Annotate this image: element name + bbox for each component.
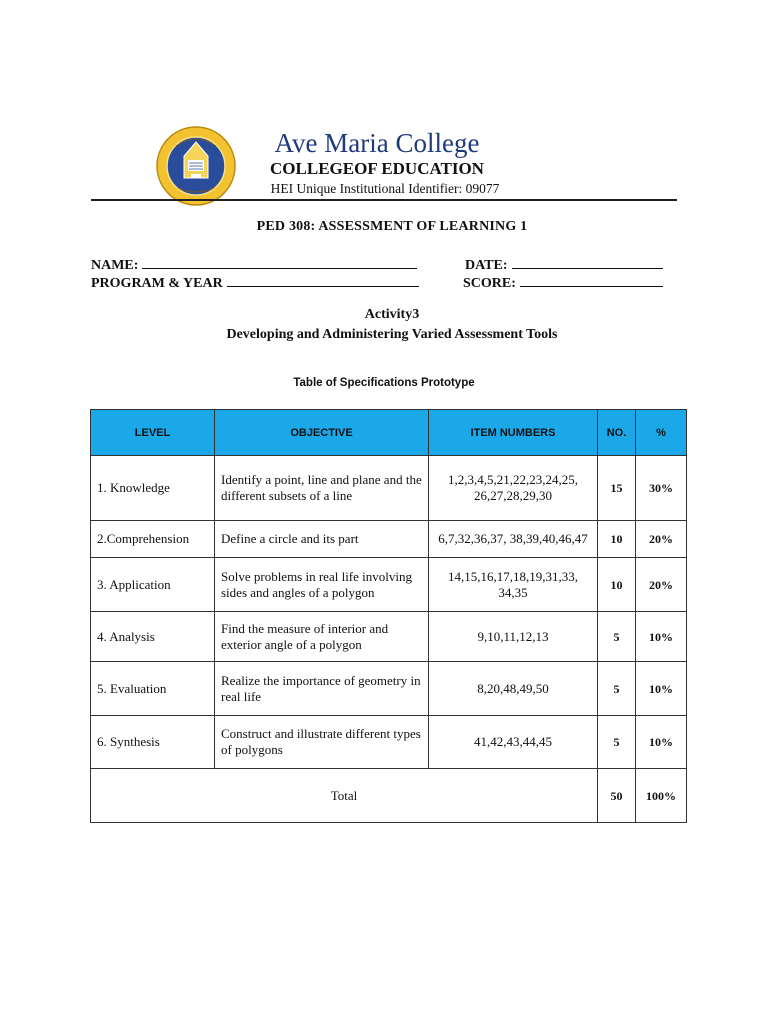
institutional-identifier: HEI Unique Institutional Identifier: 09077 (270, 181, 500, 196)
total-percent: 100% (636, 769, 687, 823)
total-label: Total (91, 769, 598, 823)
program-year-field (91, 273, 419, 293)
header-no: NO. (598, 410, 636, 456)
percent-cell: 30% (636, 456, 687, 521)
score-blank-line[interactable] (520, 273, 663, 287)
objective-cell: Solve problems in real life involving sides and angles of a polygon (215, 558, 429, 612)
item-numbers-cell: 41,42,43,44,45 (429, 716, 598, 769)
no-cell: 10 (598, 521, 636, 558)
course-title: PED 308: ASSESSMENT OF LEARNING 1 (256, 219, 528, 234)
objective-cell: Identify a point, line and plane and the different subsets of a line (215, 456, 429, 521)
total-row (91, 769, 687, 823)
table-row (91, 612, 687, 662)
no-cell: 5 (598, 716, 636, 769)
header-item-numbers: ITEM NUMBERS (429, 410, 598, 456)
program-year-blank-line[interactable] (227, 273, 419, 287)
no-cell: 5 (598, 612, 636, 662)
item-numbers-cell: 6,7,32,36,37, 38,39,40,46,47 (429, 521, 598, 558)
table-row (91, 521, 687, 558)
total-no: 50 (598, 769, 636, 823)
item-numbers-cell: 9,10,11,12,13 (429, 612, 598, 662)
level-cell: 1. Knowledge (91, 456, 215, 521)
header-objective: OBJECTIVE (215, 410, 429, 456)
percent-cell: 20% (636, 558, 687, 612)
activity-subtitle: Developing and Administering Varied Assessment Tools (226, 327, 558, 342)
name-field (91, 255, 417, 275)
level-cell: 3. Application (91, 558, 215, 612)
table-caption: Table of Specifications Prototype (293, 377, 475, 389)
table-header-row (91, 410, 687, 456)
item-numbers-cell: 1,2,3,4,5,21,22,23,24,25, 26,27,28,29,30 (429, 456, 598, 521)
item-numbers-cell: 14,15,16,17,18,19,31,33, 34,35 (429, 558, 598, 612)
date-blank-line[interactable] (512, 255, 663, 269)
no-cell: 10 (598, 558, 636, 612)
objective-cell: Define a circle and its part (215, 521, 429, 558)
table-row (91, 662, 687, 716)
score-field (463, 273, 663, 293)
header-divider (91, 199, 677, 201)
table-row (91, 716, 687, 769)
table-row (91, 558, 687, 612)
level-cell: 2.Comprehension (91, 521, 215, 558)
objective-cell: Realize the importance of geometry in real life (215, 662, 429, 716)
header-level: LEVEL (91, 410, 215, 456)
activity-title: Activity3 (364, 307, 420, 322)
table-row (91, 456, 687, 521)
level-cell: 5. Evaluation (91, 662, 215, 716)
percent-cell: 10% (636, 612, 687, 662)
date-field (465, 255, 663, 275)
percent-cell: 10% (636, 716, 687, 769)
no-cell: 15 (598, 456, 636, 521)
name-label: NAME: (91, 258, 139, 273)
college-seal-logo (156, 126, 236, 206)
item-numbers-cell: 8,20,48,49,50 (429, 662, 598, 716)
objective-cell: Find the measure of interior and exterior angle of a polygon (215, 612, 429, 662)
objective-cell: Construct and illustrate different types of polygons (215, 716, 429, 769)
level-cell: 6. Synthesis (91, 716, 215, 769)
date-label: DATE: (465, 258, 508, 273)
table-of-specifications (90, 409, 687, 823)
score-label: SCORE: (463, 276, 516, 291)
header-percent: % (636, 410, 687, 456)
percent-cell: 20% (636, 521, 687, 558)
level-cell: 4. Analysis (91, 612, 215, 662)
no-cell: 5 (598, 662, 636, 716)
name-blank-line[interactable] (142, 255, 417, 269)
percent-cell: 10% (636, 662, 687, 716)
program-year-label: PROGRAM & YEAR (91, 276, 223, 291)
college-name: Ave Maria College (274, 128, 480, 158)
department-name: COLLEGEOF EDUCATION (270, 159, 484, 178)
